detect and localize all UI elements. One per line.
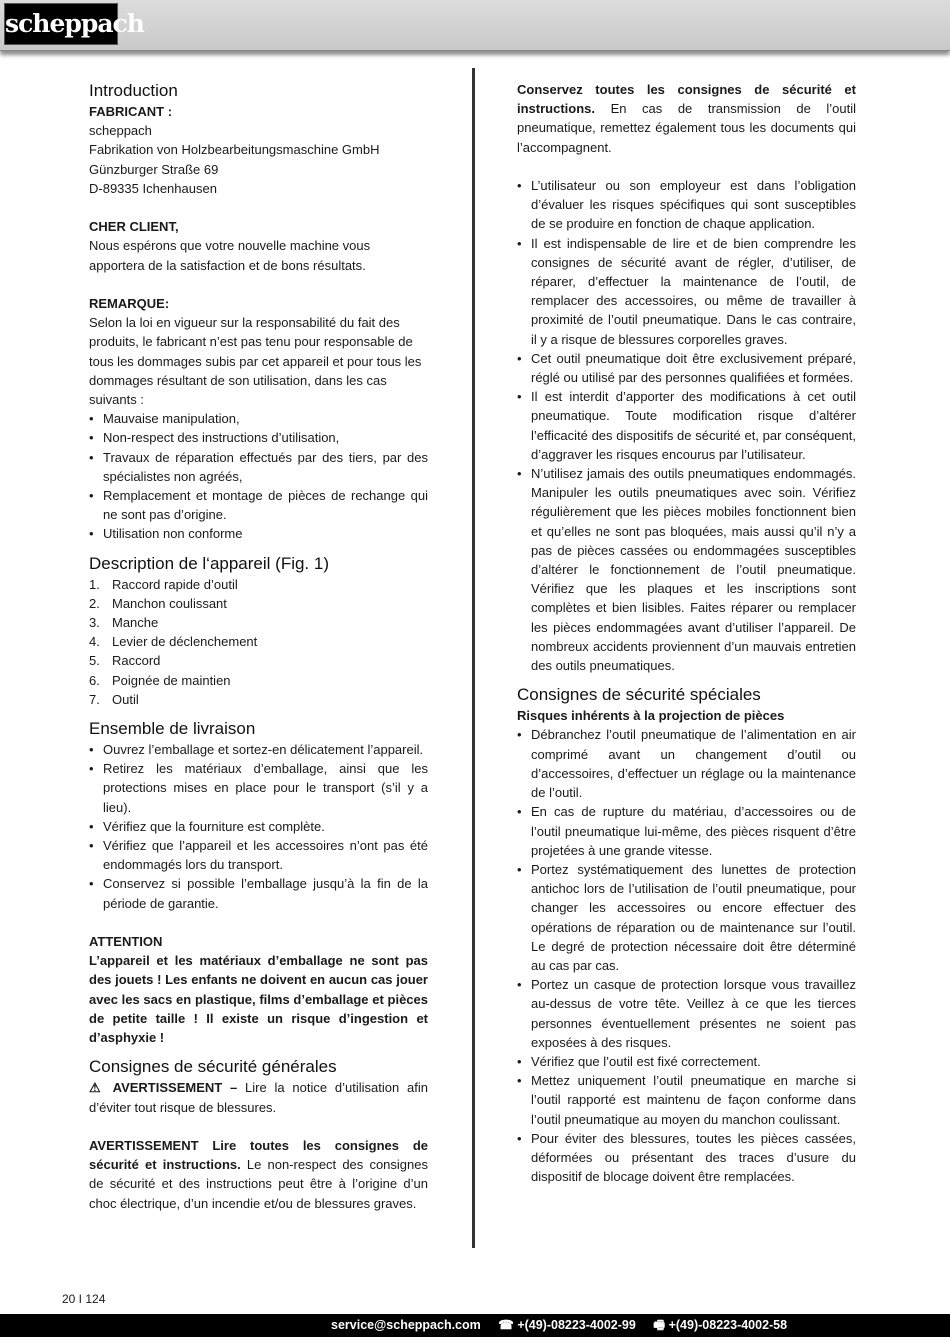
list-item: • Mauvaise manipulation, xyxy=(89,409,428,428)
warning-triangle-icon: ⚠ xyxy=(89,1080,105,1096)
list-item: • Non-respect des instructions d’utilisation, xyxy=(89,428,428,447)
page-number: 20 I 124 xyxy=(62,1292,106,1306)
remark-list xyxy=(89,409,428,543)
list-item: • Vérifiez que l’appareil et les accessoires n’ont pas été endommagés lors du transport. xyxy=(89,836,428,874)
manufacturer-line: D-89335 Ichenhausen xyxy=(89,180,217,196)
phone-number: +(49)-08223-4002-99 xyxy=(517,1318,636,1332)
attention-text: L’appareil et les matériaux d’emballage ne sont pas des jouets ! Les enfants ne doivent en aucun cas jouer avec les sacs en plastique, films d’emballage et pièces de petite taille ! Il existe un risque d’ingestion et d’asphyxie ! xyxy=(89,953,428,1046)
list-item: • Cet outil pneumatique doit être exclusivement préparé, réglé ou utilisé par des personnes qualifiées et formées. xyxy=(517,349,856,387)
delivery-heading: Ensemble de livraison xyxy=(89,719,256,739)
list-item: • Travaux de réparation effectués par des tiers, par des spécialistes non agréés, xyxy=(89,448,428,486)
remark-label: REMARQUE: xyxy=(89,296,170,311)
list-item: • N’utilisez jamais des outils pneumatiques endommagés. Manipuler les outils pneumatiques avec soin. Vérifiez régulièrement que les pièces mobiles fonctionnent bien et qu’elles ne sont pas bloquées, mais aussi qu’il n’y a pas de pièces cassées ou endommagées susceptibles d’altérer le fonctionnement de l’outil pneumatique. Vérifiez que les plaques et les inscriptions sont complètes et bien lisibles. Faites réparer ou remplacer les pièces endommagées avant d’utiliser l’appareil. De nombreux accidents proviennent d’un mauvais entretien des outils pneumatiques. xyxy=(517,464,856,675)
column-divider xyxy=(472,68,475,1248)
manufacturer-line: scheppach xyxy=(89,123,152,139)
warning-read-text: Le non-respect des consignes de sécurité et des instructions peut être à l’origine d’un choc électrique, d’un incendie et/ou de blessures graves. xyxy=(89,1157,428,1211)
list-item: • L’utilisateur ou son employeur est dans l’obligation d’évaluer les risques spécifiques qui sont susceptibles de se produire en fonction de chaque application. xyxy=(517,176,856,234)
manufacturer-line: Günzburger Straße 69 xyxy=(89,161,219,177)
list-item: 2. Manchon coulissant xyxy=(89,595,227,611)
list-item: • Ouvrez l’emballage et sortez-en délicatement l’appareil. xyxy=(89,740,428,759)
list-item: 6. Poignée de maintien xyxy=(89,672,231,688)
warning-read-paragraph xyxy=(89,1136,428,1213)
right-column xyxy=(517,80,856,1186)
list-item: • Il est indispensable de lire et de bien comprendre les consignes de sécurité avant de régler, d’utiliser, de réparer, d’effectuer la maintenance de l’outil, de remplacer des accessoires, ou même de travailler à proximité de l’outil pneumatique. Dans le cas contraire, il y a risque de blessures corporelles graves. xyxy=(517,234,856,349)
list-item: • Il est interdit d’apporter des modifications à cet outil pneumatique. Toute modification risque d’altérer l’efficacité des dispositifs de sécurité et, par conséquent, d’aggraver les risques encourus par l’utilisateur. xyxy=(517,387,856,464)
warning-paragraph xyxy=(89,1078,428,1116)
fax-icon: 🖷 xyxy=(653,1318,666,1332)
keep-instructions-text: En cas de transmission de l’outil pneumatique, remettez également tous les documents qui l’accompagnent. xyxy=(517,101,856,155)
description-heading: Description de l‘appareil (Fig. 1) xyxy=(89,553,329,573)
support-email: service@scheppach.com xyxy=(331,1318,481,1332)
list-item: • Débranchez l’outil pneumatique de l’alimentation en air comprimé avant un changement d’outil ou d’accessoires, d’effectuer un réglage ou la maintenance de l’outil. xyxy=(517,725,856,802)
list-item: • Portez un casque de protection lorsque vous travaillez au-dessus de votre tête. Veillez à ce que les tierces personnes éventuellement présentes ne soient pas exposées à des risques. xyxy=(517,975,856,1052)
client-label: CHER CLIENT, xyxy=(89,219,179,235)
special-safety-list xyxy=(517,725,856,1186)
phone-icon: ☎ xyxy=(498,1318,514,1332)
list-item: • En cas de rupture du matériau, d’accessoires ou de l’outil pneumatique lui-même, des pièces risquent d’être projetées à une grande vitesse. xyxy=(517,802,856,860)
keep-instructions-bold: Conservez toutes les consignes de sécurité et instructions. xyxy=(517,82,856,117)
intro-heading: Introduction xyxy=(89,81,178,100)
brand-logo: scheppach xyxy=(4,3,118,45)
list-item: • Portez systématiquement des lunettes de protection antichoc lors de l’utilisation de l’outil pneumatique, pour changer les accessoires ou encore effectuer des opérations de réparation ou de maintenance sur l’outil. Le degré de protection nécessaire doit être déterminé au cas par cas. xyxy=(517,860,856,975)
attention-label: ATTENTION xyxy=(89,934,163,950)
warning-text: Lire la notice d’utilisation afin d’éviter tout risque de blessures. xyxy=(89,1080,428,1115)
list-item: • Retirez les matériaux d’emballage, ainsi que les protections mises en place pour le transport (s’il y a lieu). xyxy=(89,759,428,817)
special-safety-heading: Consignes de sécurité spéciales xyxy=(517,685,761,705)
header-bar xyxy=(0,0,950,51)
keep-instructions-paragraph xyxy=(517,80,856,157)
list-item: • Conservez si possible l’emballage jusqu’à la fin de la période de garantie. xyxy=(89,874,428,912)
general-safety-heading: Consignes de sécurité générales xyxy=(89,1057,337,1077)
warning-label: AVERTISSEMENT – xyxy=(112,1080,238,1096)
list-item: 7. Outil xyxy=(89,691,139,707)
description-list xyxy=(89,575,428,709)
remark-text: Selon la loi en vigueur sur la responsabilité du fait des produits, le fabricant n’est pas tenu pour responsable de tous les dommages subis par cet appareil et pour tous les dommages résultant de son utilisation, dans les cas suivants : xyxy=(89,315,422,408)
general-safety-list xyxy=(517,176,856,675)
manufacturer-line: Fabrikation von Holzbearbeitungsmaschine GmbH xyxy=(89,142,380,158)
list-item: 5. Raccord xyxy=(89,653,161,669)
warning-read-bold: AVERTISSEMENT Lire toutes les consignes de sécurité et instructions. xyxy=(89,1137,428,1173)
list-item: • Utilisation non conforme xyxy=(89,524,428,543)
left-column xyxy=(89,80,428,1213)
list-item: • Remplacement et montage de pièces de rechange qui ne sont pas d’origine. xyxy=(89,486,428,524)
delivery-list xyxy=(89,740,428,913)
manufacturer-label: FABRICANT : xyxy=(89,104,173,119)
list-item: 1. Raccord rapide d’outil xyxy=(89,576,238,592)
list-item: 4. Levier de déclenchement xyxy=(89,634,258,650)
footer-bar xyxy=(0,1314,950,1337)
list-item: • Pour éviter des blessures, toutes les pièces cassées, déformées ou présentant des traces d’usure du dispositif de blocage doivent être remplacées. xyxy=(517,1129,856,1187)
list-item: • Vérifiez que la fourniture est complète. xyxy=(89,817,428,836)
list-item: • Vérifiez que l’outil est fixé correctement. xyxy=(517,1052,856,1071)
special-safety-subheading: Risques inhérents à la projection de pièces xyxy=(517,708,785,724)
fax-number: +(49)-08223-4002-58 xyxy=(668,1318,788,1332)
list-item: 3. Manche xyxy=(89,615,159,631)
list-item: • Mettez uniquement l’outil pneumatique en marche si l’outil rapporté est maintenu de façon conforme dans l’outil pneumatique au moyen du manchon coulissant. xyxy=(517,1071,856,1129)
client-text: Nous espérons que votre nouvelle machine vous apportera de la satisfaction et de bons résultats. xyxy=(89,238,371,273)
